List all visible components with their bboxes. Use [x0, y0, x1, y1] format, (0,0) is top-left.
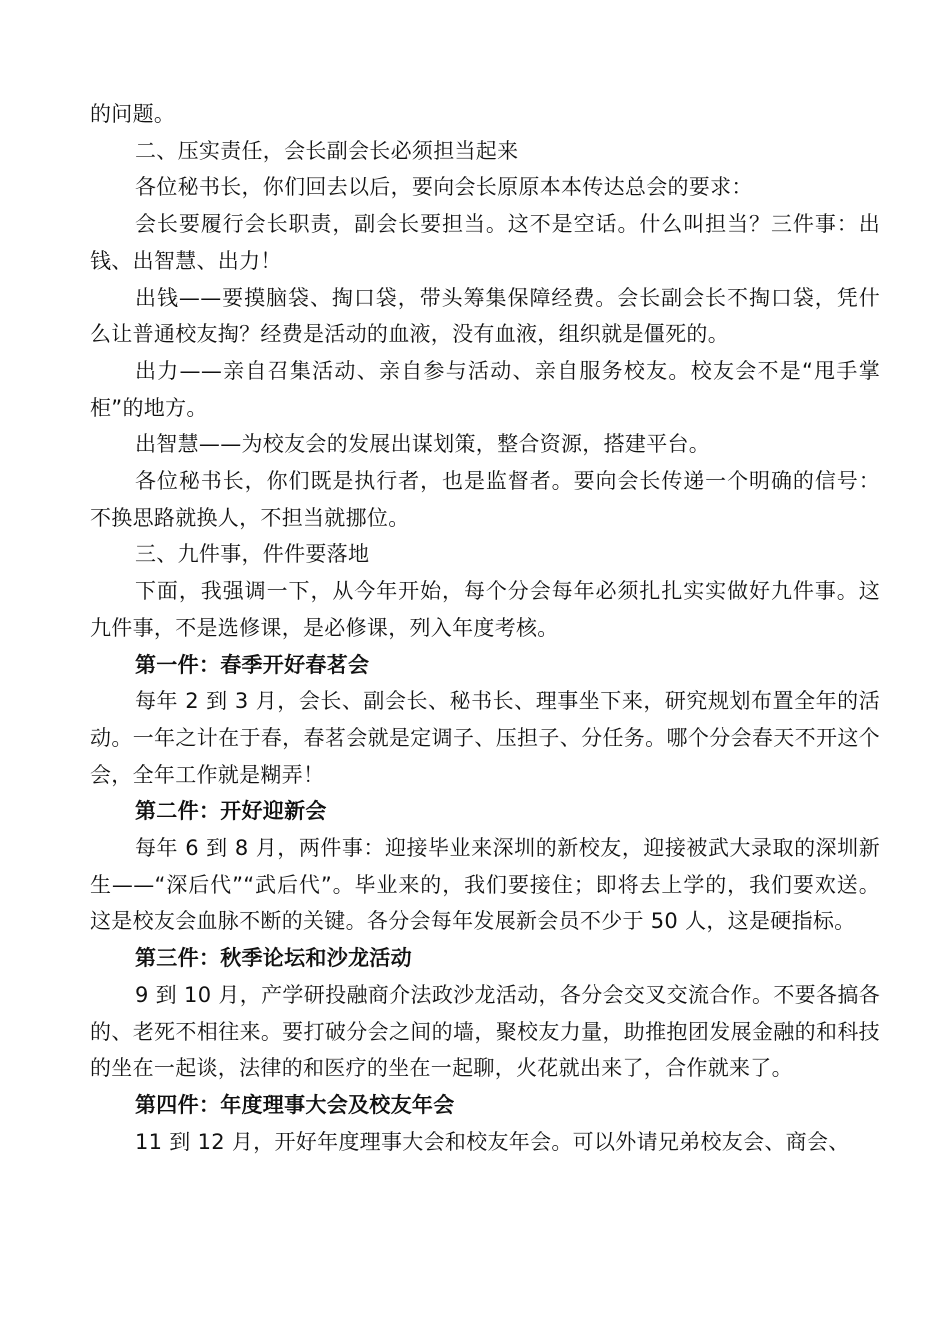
item-heading-second: 第二件：开好迎新会 — [135, 799, 327, 824]
paragraph: 出钱——要摸脑袋、掏口袋，带头筹集保障经费。会长副会长不掏口袋，凭什么让普通校友掏？经费是活动的血液，没有血液，组织就是僵死的。 — [90, 285, 880, 347]
paragraph: 每年 2 到 3 月，会长、副会长、秘书长、理事坐下来，研究规划布置全年的活动。一年之计在于春，春茗会就是定调子、压担子、分任务。哪个分会春天不开这个会，全年工作就是糊弄！ — [90, 689, 880, 787]
paragraph: 9 到 10 月，产学研投融商介法政沙龙活动，各分会交叉交流合作。不要各搞各的、老死不相往来。要打破分会之间的墙，聚校友力量，助推抱团发展金融的和科技的坐在一起谈，法律的和医疗的坐在一起聊，火花就出来了，合作就来了。 — [90, 982, 880, 1081]
item-heading-third: 第三件：秋季论坛和沙龙活动 — [135, 946, 412, 971]
paragraph: 每年 6 到 8 月，两件事：迎接毕业来深圳的新校友，迎接被武大录取的深圳新生——“深后代”“武后代”。毕业来的，我们要接住；即将去上学的，我们要欢送。这是校友会血脉不断的关键。各分会每年发展新会员不少于 50 人，这是硬指标。 — [90, 836, 880, 934]
paragraph: 各位秘书长，你们既是执行者，也是监督者。要向会长传递一个明确的信号：不换思路就换人，不担当就挪位。 — [90, 469, 880, 530]
section-heading-two: 二、压实责任，会长副会长必须担当起来 — [135, 138, 519, 163]
paragraph: 11 到 12 月，开好年度理事大会和校友年会。可以外请兄弟校友会、商会、 — [135, 1129, 850, 1154]
section-heading-three: 三、九件事，件件要落地 — [135, 542, 370, 567]
paragraph: 出智慧——为校友会的发展出谋划策，整合资源，搭建平台。 — [135, 432, 711, 457]
paragraph: 会长要履行会长职责，副会长要担当。这不是空话。什么叫担当？三件事：出钱、出智慧、出力！ — [90, 212, 880, 273]
paragraph: 各位秘书长，你们回去以后，要向会长原原本本传达总会的要求： — [135, 175, 753, 200]
item-heading-fourth: 第四件：年度理事大会及校友年会 — [135, 1092, 455, 1117]
document-body — [90, 96, 880, 1160]
item-heading-first: 第一件：春季开好春茗会 — [135, 652, 370, 677]
paragraph-continuation: 的问题。 — [90, 102, 176, 126]
paragraph: 出力——亲自召集活动、亲自参与活动、亲自服务校友。校友会不是“甩手掌柜”的地方。 — [90, 358, 880, 420]
paragraph: 下面，我强调一下，从今年开始，每个分会每年必须扎扎实实做好九件事。这九件事，不是选修课，是必修课，列入年度考核。 — [90, 579, 880, 640]
